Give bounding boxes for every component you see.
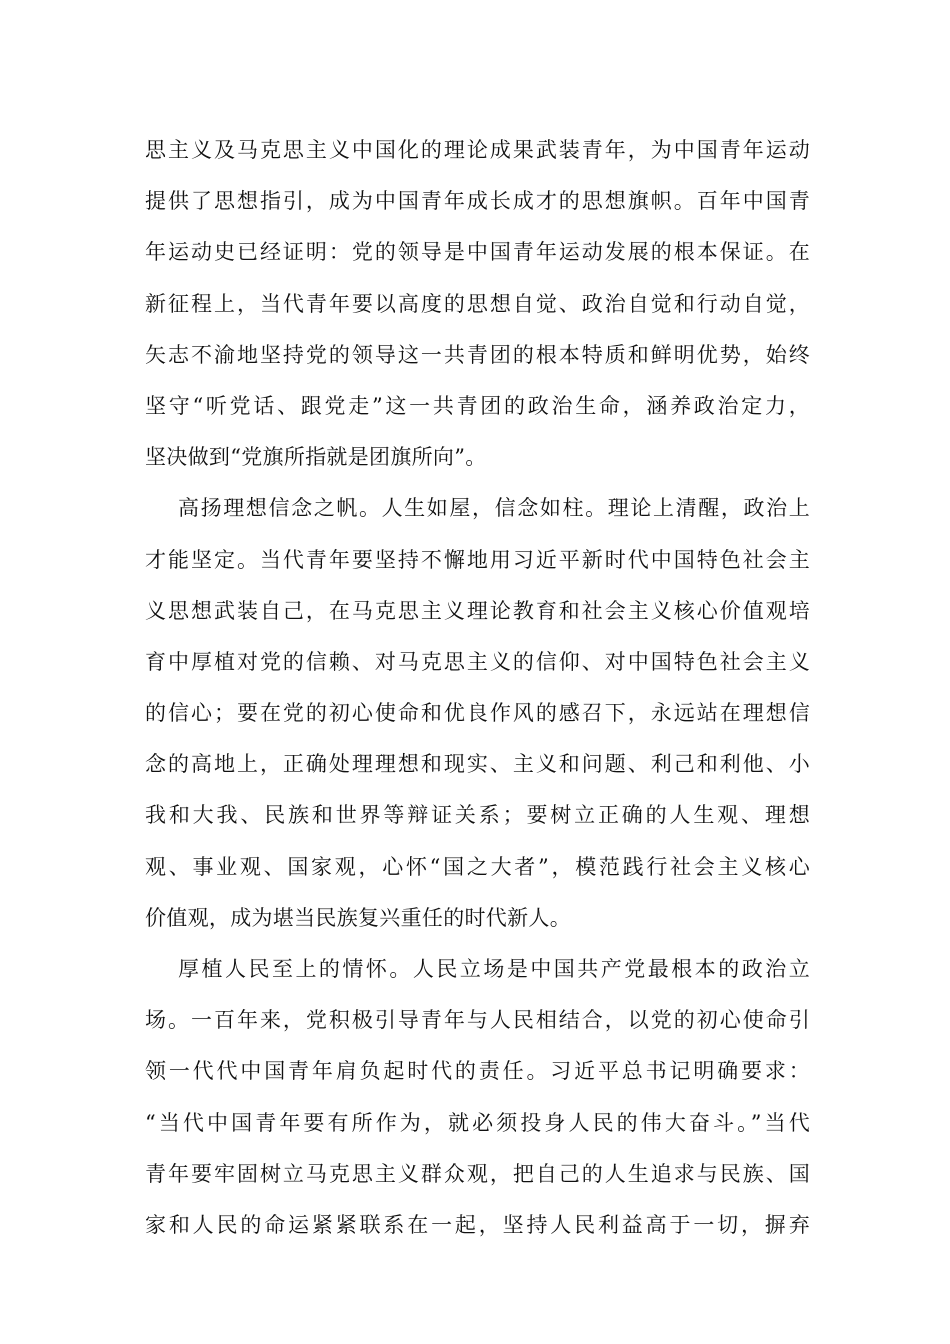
text-line: 场。一百年来，党积极引导青年与人民相结合，以党的初心使命引 — [145, 1008, 810, 1033]
text-line: 坚决做到“党旗所指就是团旗所向”。 — [145, 445, 487, 470]
text-line: 厚植人民至上的情怀。人民立场是中国共产党最根本的政治立 — [178, 957, 810, 981]
text-line: “当代中国青年要有所作为，就必须投身人民的伟大奋斗。”当代 — [145, 1110, 810, 1135]
text-line: 的信心；要在党的初心使命和优良作风的感召下，永远站在理想信 — [145, 701, 810, 726]
text-line: 新征程上，当代青年要以高度的思想自觉、政治自觉和行动自觉， — [145, 291, 810, 316]
paragraph-3 — [145, 951, 810, 1258]
paragraph-1 — [145, 132, 810, 490]
text-line: 思主义及马克思主义中国化的理论成果武装青年，为中国青年运动 — [145, 138, 810, 162]
text-line: 我和大我、民族和世界等辩证关系；要树立正确的人生观、理想 — [145, 803, 810, 828]
paragraph-2 — [145, 490, 810, 951]
text-line: 价值观，成为堪当民族复兴重任的时代新人。 — [145, 905, 571, 930]
text-line: 义思想武装自己，在马克思主义理论教育和社会主义核心价值观培 — [145, 598, 810, 623]
text-line: 年运动史已经证明：党的领导是中国青年运动发展的根本保证。在 — [145, 240, 810, 265]
text-line: 坚守“听党话、跟党走”这一共青团的政治生命，涵养政治定力， — [145, 393, 810, 418]
text-line: 矢志不渝地坚持党的领导这一共青团的根本特质和鲜明优势，始终 — [145, 342, 810, 367]
text-line: 提供了思想指引，成为中国青年成长成才的思想旗帜。百年中国青 — [145, 189, 810, 214]
text-line: 青年要牢固树立马克思主义群众观，把自己的人生追求与民族、国 — [145, 1161, 810, 1186]
text-line: 观、事业观、国家观，心怀“国之大者”，模范践行社会主义核心 — [145, 854, 810, 879]
text-line: 高扬理想信念之帆。人生如屋，信念如柱。理论上清醒，政治上 — [178, 496, 810, 521]
text-line: 育中厚植对党的信赖、对马克思主义的信仰、对中国特色社会主义 — [145, 649, 810, 674]
text-line: 才能坚定。当代青年要坚持不懈地用习近平新时代中国特色社会主 — [145, 547, 810, 572]
text-line: 念的高地上，正确处理理想和现实、主义和问题、利己和利他、小 — [145, 752, 810, 777]
text-line: 家和人民的命运紧紧联系在一起，坚持人民利益高于一切，摒弃 — [145, 1212, 810, 1237]
document-body — [145, 132, 810, 1258]
text-line: 领一代代中国青年肩负起时代的责任。习近平总书记明确要求： — [145, 1059, 810, 1084]
